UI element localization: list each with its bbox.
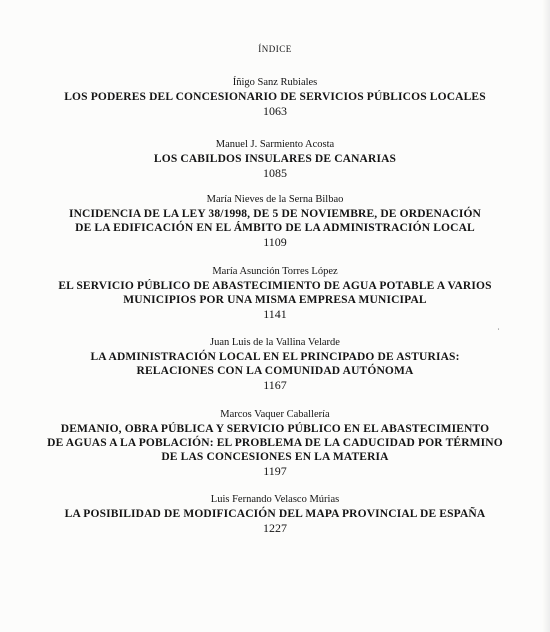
entry-title-line: MUNICIPIOS POR UNA MISMA EMPRESA MUNICIPAL	[123, 294, 427, 306]
index-entry	[0, 77, 550, 118]
entry-title	[0, 207, 550, 235]
entry-title	[0, 350, 550, 378]
entry-page-number: 1197	[263, 464, 287, 478]
entry-page-number: 1085	[263, 166, 287, 180]
entry-author: Juan Luis de la Vallina Velarde	[210, 337, 340, 348]
entry-title	[0, 422, 550, 464]
entry-page-number: 1109	[263, 235, 287, 249]
entry-title	[0, 90, 550, 104]
entry-author: María Nieves de la Serna Bilbao	[206, 194, 344, 205]
entry-title-line: RELACIONES CON LA COMUNIDAD AUTÓNOMA	[136, 365, 414, 377]
ink-speck: ⸼	[498, 322, 500, 330]
entry-title	[0, 507, 550, 521]
entry-page-number: 1227	[263, 521, 287, 535]
entry-title	[0, 152, 550, 166]
index-heading: ÍNDICE	[258, 44, 292, 54]
entry-title-line: LA POSIBILIDAD DE MODIFICACIÓN DEL MAPA PROVINCIAL DE ESPAÑA	[64, 508, 486, 520]
entry-title-line: LOS PODERES DEL CONCESIONARIO DE SERVICIOS PÚBLICOS LOCALES	[64, 91, 486, 103]
entry-page-number: 1167	[263, 378, 287, 392]
entry-page-number: 1063	[263, 104, 287, 118]
entry-title-line: DEMANIO, OBRA PÚBLICA Y SERVICIO PÚBLICO EN EL ABASTECIMIENTO	[60, 423, 490, 435]
entry-title	[0, 279, 550, 307]
index-entry	[0, 266, 550, 321]
index-entry	[0, 139, 550, 180]
index-entry	[0, 337, 550, 392]
entry-author: Manuel J. Sarmiento Acosta	[215, 139, 335, 150]
entry-author: Luis Fernando Velasco Múrias	[210, 494, 340, 505]
index-entry	[0, 494, 550, 535]
index-entry	[0, 409, 550, 478]
entry-author: Marcos Vaquer Caballería	[220, 409, 330, 420]
entry-title-line: LA ADMINISTRACIÓN LOCAL EN EL PRINCIPADO DE ASTURIAS:	[90, 351, 460, 363]
entry-title-line: EL SERVICIO PÚBLICO DE ABASTECIMIENTO DE AGUA POTABLE A VARIOS	[58, 280, 492, 292]
entry-title-line: DE LA EDIFICACIÓN EN EL ÁMBITO DE LA ADMINISTRACIÓN LOCAL	[75, 222, 475, 234]
index-entry	[0, 194, 550, 249]
entry-title-line: DE AGUAS A LA POBLACIÓN: EL PROBLEMA DE LA CADUCIDAD POR TÉRMINO	[47, 437, 503, 449]
entry-author: Íñigo Sanz Rubiales	[232, 77, 318, 88]
entry-title-line: INCIDENCIA DE LA LEY 38/1998, DE 5 DE NOVIEMBRE, DE ORDENACIÓN	[68, 208, 482, 220]
entry-author: María Asunción Torres López	[212, 266, 338, 277]
entry-page-number: 1141	[263, 307, 287, 321]
entry-title-line: DE LAS CONCESIONES EN LA MATERIA	[161, 451, 389, 463]
entry-title-line: LOS CABILDOS INSULARES DE CANARIAS	[153, 153, 397, 165]
